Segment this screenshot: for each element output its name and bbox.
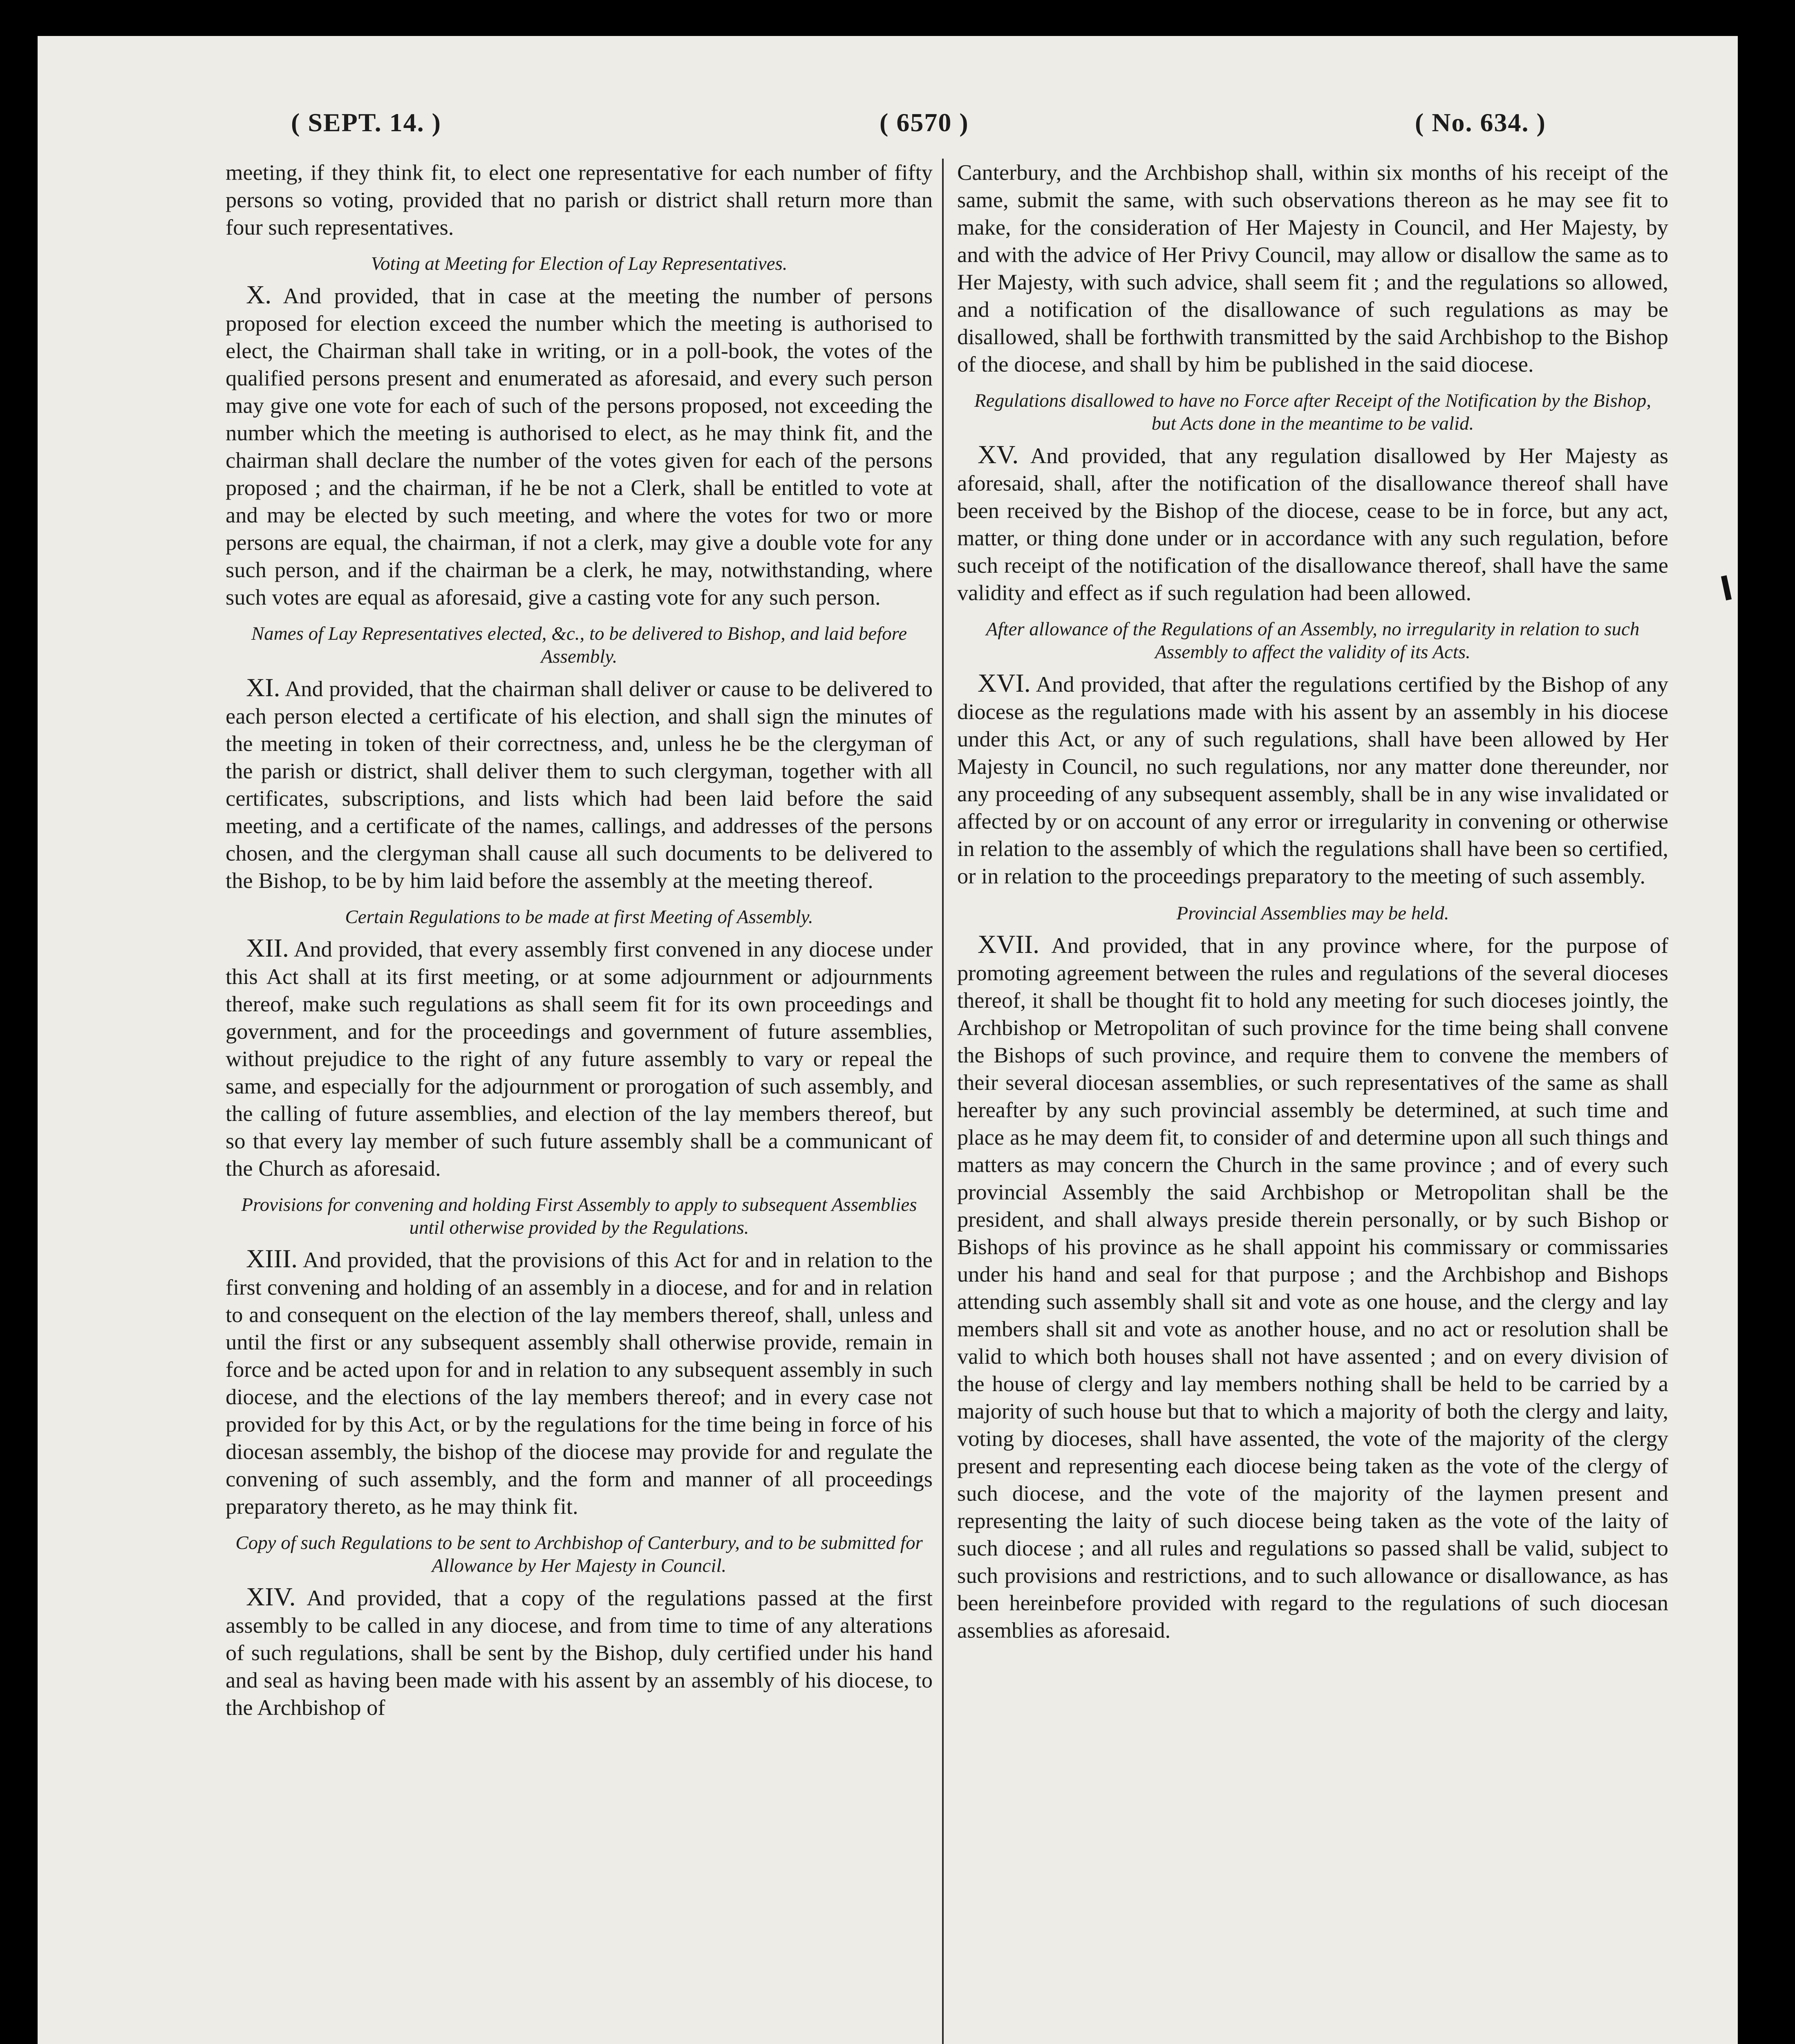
paragraph-continued: meeting, if they think fit, to elect one representative for each number of fifty persons so voting, provided that no parish or district shall return more than four such representatives. [226, 160, 933, 240]
paragraph-continued: Canterbury, and the Archbishop shall, within six months of his receipt of the same, submit the same, with such observations thereon as he may see fit to make, for the consideration of Her Majesty in Council, and Her Majesty, by and with the advice of Her Privy Council, may allow or disallow the same as to Her Majesty, with such advice, shall seem fit ; and the regulations so allowed, and a notification of the disallowance of such regulations as may be disallowed, shall be forthwith transmitted by the said Archbishop to the Bishop of the diocese, and shall by him be published in the said diocese. [957, 160, 1668, 377]
section-xvi [957, 669, 1668, 890]
section-number: XI. [246, 673, 280, 702]
sidenote-section-xii: Certain Regulations to be made at first Meeting of Assembly. [345, 906, 813, 928]
section-x [226, 281, 933, 611]
sidenote-section-x: Voting at Meeting for Election of Lay Representatives. [371, 253, 788, 274]
section-text: And provided, that in case at the meeting the number of persons proposed for election exceed the number which the meeting is authorised to elect, the Chairman shall take in writing, or in a poll-book, the votes of the qualified persons present and enumerated as aforesaid, and every such person may give one vote for each of such of the persons proposed, not exceeding the number which the meeting is authorised to elect, as he may think fit, and the chairman shall declare the number of the votes given for each of the persons proposed ; and the chairman, if he be not a Clerk, shall be entitled to vote at and may be elected by such meeting, and where the votes for two or more persons are equal, the chairman, if not a clerk, may give a double vote for any such person, and if the chairman be a clerk, he may, notwithstanding, where such votes are equal as aforesaid, give a casting vote for any such person. [226, 283, 933, 610]
column-divider [942, 159, 944, 2044]
section-xiii [226, 1245, 933, 1520]
section-text: And provided, that the chairman shall deliver or cause to be delivered to each person elected a certificate of his election, and shall sign the minutes of the meeting in token of their correctness, and, unless he be the clergyman of the parish or district, shall deliver them to such clergyman, together with all certificates, subscriptions, and lists which had been laid before the said meeting, and a certificate of the names, callings, and addresses of the persons chosen, and the clergyman shall cause all such documents to be delivered to the Bishop, to be by him laid before the assembly at the meeting thereof. [226, 676, 933, 893]
section-text: And provided, that a copy of the regulations passed at the first assembly to be called in any diocese, and from time to time of any alterations of such regulations, shall be sent by the Bishop, duly certified under his hand and seal as having been made with his assent by an assembly of his diocese, to the Archbishop of [226, 1585, 933, 1720]
section-number: XVII. [978, 930, 1040, 959]
section-xii [226, 934, 933, 1182]
section-number: XII. [246, 933, 289, 962]
left-column [226, 159, 933, 1721]
header-issue-number: ( No. 634. ) [1415, 108, 1546, 137]
sidenote-section-xvii: Provincial Assemblies may be held. [1176, 903, 1449, 924]
section-number: XIV. [246, 1582, 296, 1611]
section-xi [226, 674, 933, 894]
section-text: And provided, that after the regulations certified by the Bishop of any diocese as the regulations made with his assent by an assembly in his diocese under this Act, or any of such regulations, shall have been allowed by Her Majesty in Council, no such regulations, nor any matter done thereunder, nor any proceeding of any subsequent assembly, shall be in any wise invalidated or affected by or on account of any error or irregularity in convening or otherwise in relation to the assembly of which the regulations shall have been so certified, or in relation to the proceedings preparatory to the meeting of such assembly. [957, 672, 1668, 888]
section-number: XVI. [978, 668, 1031, 697]
sidenote-section-xv: Regulations disallowed to have no Force after Receipt of the Notification by the Bishop, but Acts done in the meantime to be valid. [974, 390, 1651, 434]
section-text: And provided, that in any province where, for the purpose of promoting agreement between the rules and regulations of the several dioceses thereof, it shall be thought fit to hold any meeting for such dioceses jointly, the Archbishop or Metropolitan of such province for the time being shall convene the Bishops of such province, and require them to convene the members of their several diocesan assemblies, or such representatives of the same as shall hereafter by any such provincial assembly be determined, at such time and place as he may deem fit, to consider of and determine upon all such things and matters as may concern the Church in the same province ; and of every such provincial Assembly the said Archbishop or Metropolitan shall be the president, and shall always preside therein personally, or by such Bishop or Bishops of his province as he shall appoint his commissary or commissaries under his hand and seal for that purpose ; and the Archbishop and Bishops attending such assembly shall sit and vote as one house, and the clergy and lay members shall sit and vote as another house, and no act or resolution shall be valid to which both houses shall not have assented ; and on every division of the house of clergy and lay members nothing shall be held to be carried by a majority of such house but that to which a majority of both the clergy and laity, voting by dioceses, shall have assented, the vote of the majority of the clergy present and representing each diocese being taken as the vote of the clergy of such diocese, and the vote of the majority of the laymen present and representing the laity of such diocese being taken as the vote of the laity of such diocese ; and all rules and regulations so passed shall be valid, subject to such provisions and restrictions, and to such allowance or disallowance, as has been hereinbefore provided with regard to the regulations of such diocesan assemblies as aforesaid. [957, 933, 1668, 1643]
section-xvii [957, 930, 1668, 1644]
ink-mark [1721, 575, 1732, 601]
sidenote-section-xi: Names of Lay Representatives elected, &c., to be delivered to Bishop, and laid before Assembly. [251, 623, 907, 667]
sidenote-section-xiii: Provisions for convening and holding First Assembly to apply to subsequent Assemblies until otherwise provided by the Regulations. [241, 1194, 917, 1238]
section-text: And provided, that any regulation disallowed by Her Majesty as aforesaid, shall, after the notification of the disallowance thereof shall have been received by the Bishop of the diocese, cease to be in force, but any act, matter, or thing done under or in accordance with any such regulation, before such receipt of the notification of the disallowance thereof, shall have the same validity and effect as if such regulation had been allowed. [957, 443, 1668, 605]
header-date: ( SEPT. 14. ) [291, 108, 441, 137]
sidenote-section-xiv: Copy of such Regulations to be sent to Archbishop of Canterbury, and to be submitted for Allowance by Her Majesty in Council. [235, 1532, 923, 1576]
right-column [957, 159, 1668, 1644]
sidenote-section-xvi: After allowance of the Regulations of an Assembly, no irregularity in relation to such Assembly to affect the validity of its Acts. [986, 619, 1640, 663]
section-text: And provided, that the provisions of this Act for and in relation to the first convening and holding of an assembly in a diocese, and for and in relation to and consequent on the election of the lay members thereof, shall, unless and until the first or any subsequent assembly shall otherwise provide, remain in force and be acted upon for and in relation to any subsequent assembly in such diocese, and the elections of the lay members thereof; and in every case not provided for by this Act, or by the regulations for the time being in force of his diocesan assembly, the bishop of the diocese may provide for and regulate the convening of such assembly, and the form and manner of all proceedings preparatory thereto, as he may think fit. [226, 1247, 933, 1519]
header-page-number: ( 6570 ) [880, 108, 969, 137]
section-number: X. [246, 280, 272, 309]
section-number: XIII. [246, 1244, 298, 1273]
section-text: And provided, that every assembly first convened in any diocese under this Act shall at its first meeting, or at some adjournment or adjournments thereof, make such regulations as shall seem fit for its own proceedings and government, and for the proceedings and government of future assemblies, without prejudice to the right of any future assembly to vary or repeal the same, and especially for the adjournment or prorogation of such assembly, and the calling of future assemblies, and election of the lay members thereof, but so that every lay member of such future assembly shall be a communicant of the Church as aforesaid. [226, 937, 933, 1181]
page-header [38, 108, 1738, 152]
gazette-page [38, 36, 1738, 2044]
section-xiv [226, 1583, 933, 1721]
section-number: XV. [978, 440, 1019, 469]
section-xv [957, 441, 1668, 606]
